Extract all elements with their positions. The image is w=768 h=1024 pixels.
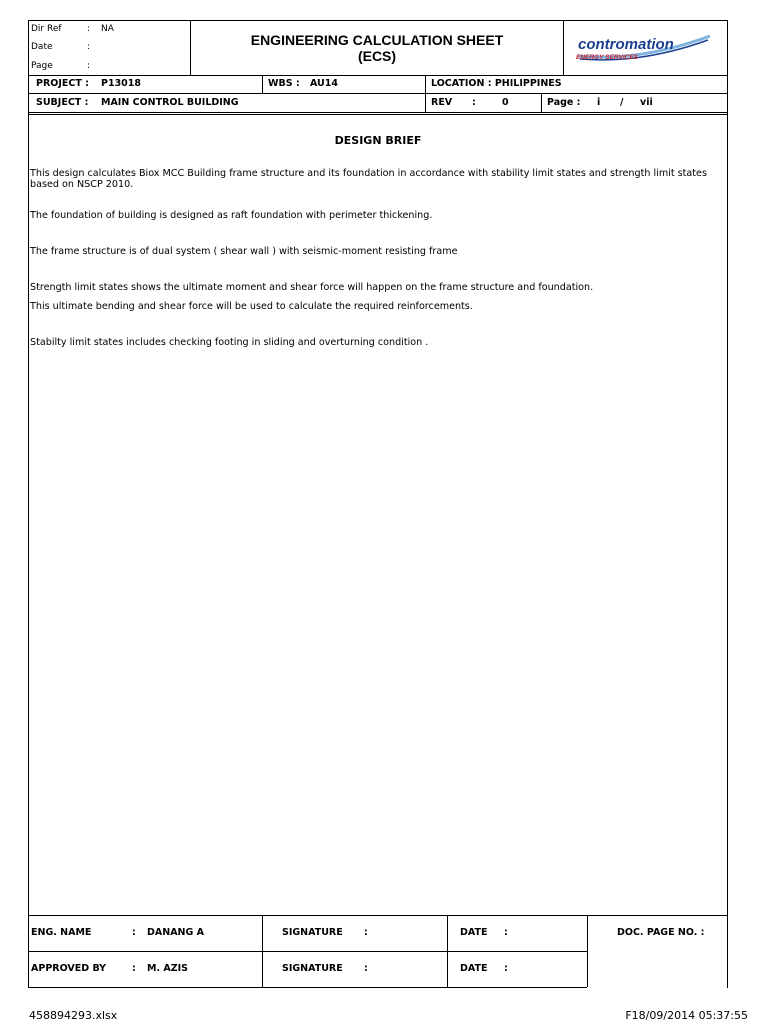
dir-ref-colon: : bbox=[87, 24, 91, 34]
paragraph-2: The foundation of building is designed as raft foundation with perimeter thickening. bbox=[30, 210, 433, 221]
page-no-label: Page : bbox=[547, 97, 581, 108]
dir-ref-label: Dir Ref bbox=[31, 24, 62, 34]
page-label: Page bbox=[31, 61, 53, 71]
date-2-colon: : bbox=[504, 963, 508, 974]
doc-page-no-label: DOC. PAGE NO. : bbox=[617, 927, 705, 938]
info-row-divider bbox=[28, 93, 728, 94]
subject-value: MAIN CONTROL BUILDING bbox=[101, 97, 239, 108]
signature-2-label: SIGNATURE bbox=[282, 963, 343, 974]
frame-left bbox=[28, 20, 29, 988]
approved-by-value: M. AZIS bbox=[147, 963, 188, 974]
page-colon: : bbox=[87, 61, 91, 71]
header-divider-right bbox=[563, 20, 564, 75]
date-1-colon: : bbox=[504, 927, 508, 938]
rev-colon: : bbox=[472, 97, 476, 108]
approved-by-label: APPROVED BY bbox=[31, 963, 107, 974]
rev-label: REV bbox=[431, 97, 453, 108]
eng-name-colon: : bbox=[132, 927, 136, 938]
dir-ref-value: NA bbox=[101, 24, 114, 34]
sheet-title-line1: ENGINEERING CALCULATION SHEET bbox=[250, 32, 504, 48]
paragraph-1: This design calculates Biox MCC Building frame structure and its foundation in accordance with stability limit states and strength limit states based on NSCP 2010. bbox=[30, 168, 707, 190]
logo-main-text: contromation bbox=[578, 36, 674, 53]
date-1-label: DATE bbox=[460, 927, 488, 938]
signoff-bottom bbox=[28, 987, 587, 988]
wbs-value: AU14 bbox=[310, 78, 338, 89]
header-bottom bbox=[28, 75, 728, 76]
info-vdiv-location bbox=[425, 75, 426, 113]
signoff-top bbox=[28, 915, 728, 916]
subject-label: SUBJECT : bbox=[36, 97, 89, 108]
eng-name-value: DANANG A bbox=[147, 927, 204, 938]
company-logo bbox=[570, 26, 720, 70]
project-label: PROJECT : bbox=[36, 78, 89, 89]
signature-2-colon: : bbox=[364, 963, 368, 974]
date-colon: : bbox=[87, 42, 91, 52]
frame-top bbox=[28, 20, 728, 21]
signoff-vdiv-3 bbox=[587, 915, 588, 987]
signature-1-label: SIGNATURE bbox=[282, 927, 343, 938]
design-brief-heading: DESIGN BRIEF bbox=[334, 134, 422, 147]
location-label: LOCATION : PHILIPPINES bbox=[431, 78, 562, 89]
page-current: i bbox=[597, 97, 601, 108]
frame-right bbox=[727, 20, 728, 988]
logo-swoosh-icon bbox=[570, 26, 720, 70]
paragraph-6: Stabilty limit states includes checking footing in sliding and overturning condition . bbox=[30, 337, 429, 348]
signature-1-colon: : bbox=[364, 927, 368, 938]
approved-by-colon: : bbox=[132, 963, 136, 974]
info-vdiv-wbs bbox=[262, 75, 263, 94]
date-2-label: DATE bbox=[460, 963, 488, 974]
paragraph-3: The frame structure is of dual system ( shear wall ) with seismic-moment resisting frame bbox=[30, 246, 458, 257]
eng-name-label: ENG. NAME bbox=[31, 927, 92, 938]
footer-timestamp: F18/09/2014 05:37:55 bbox=[625, 1009, 748, 1022]
paragraph-4: Strength limit states shows the ultimate moment and shear force will happen on the frame structure and foundation. bbox=[30, 282, 594, 293]
page-separator: / bbox=[620, 97, 624, 108]
info-bottom-2 bbox=[28, 114, 728, 115]
logo-sub-text: ENERGY SERVICES bbox=[576, 54, 639, 61]
wbs-label: WBS : bbox=[268, 78, 300, 89]
project-value: P13018 bbox=[101, 78, 142, 89]
rev-value: 0 bbox=[502, 97, 509, 108]
signoff-mid bbox=[28, 951, 587, 952]
paragraph-5: This ultimate bending and shear force will be used to calculate the required reinforcements. bbox=[30, 301, 473, 312]
page-total: vii bbox=[640, 97, 653, 108]
signoff-vdiv-2 bbox=[447, 915, 448, 987]
footer-filename: 458894293.xlsx bbox=[29, 1009, 118, 1022]
info-bottom bbox=[28, 112, 728, 113]
date-label: Date bbox=[31, 42, 53, 52]
signoff-vdiv-1 bbox=[262, 915, 263, 987]
info-vdiv-page bbox=[541, 94, 542, 113]
sheet-title-line2: (ECS) bbox=[357, 48, 397, 64]
